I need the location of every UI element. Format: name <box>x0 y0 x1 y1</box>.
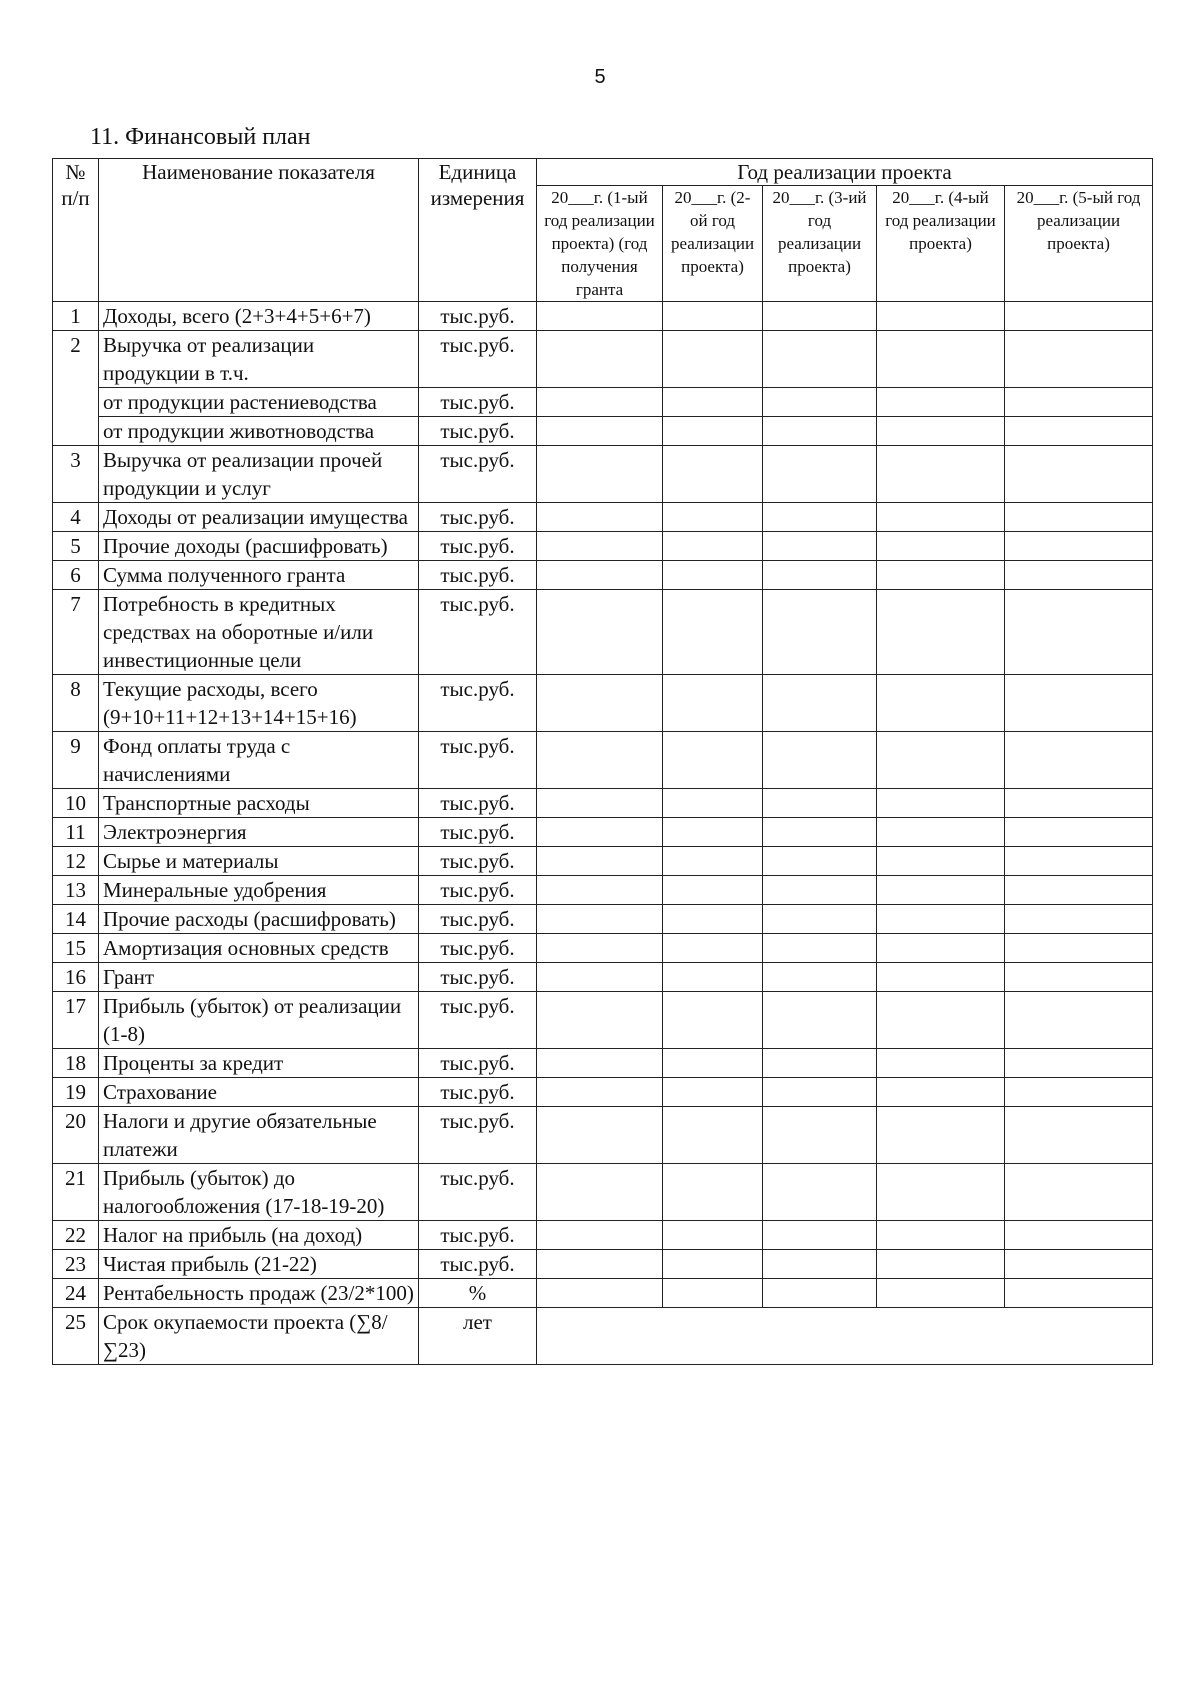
header-unit: Единица измерения <box>419 159 537 302</box>
value-cell-year-1[interactable] <box>537 561 663 590</box>
value-cell-year-5[interactable] <box>1005 446 1153 503</box>
value-cell-year-4[interactable] <box>877 876 1005 905</box>
unit-cell: тыс.руб. <box>419 532 537 561</box>
value-cell-year-1[interactable] <box>537 992 663 1049</box>
indicator-name: Электроэнергия <box>99 818 419 847</box>
table-row <box>53 1279 1153 1308</box>
row-number: 1 <box>53 302 99 331</box>
value-cell-year-4[interactable] <box>877 818 1005 847</box>
unit-cell: тыс.руб. <box>419 732 537 789</box>
value-cell-year-3[interactable] <box>763 1107 877 1164</box>
row-number: 5 <box>53 532 99 561</box>
value-cell-year-3[interactable] <box>763 992 877 1049</box>
table-row <box>53 1164 1153 1221</box>
value-cell-year-3[interactable] <box>763 503 877 532</box>
table-row <box>53 1049 1153 1078</box>
unit-cell: тыс.руб. <box>419 818 537 847</box>
value-cell-year-3[interactable] <box>763 302 877 331</box>
unit-cell: тыс.руб. <box>419 503 537 532</box>
value-cell-year-5[interactable] <box>1005 503 1153 532</box>
unit-cell: тыс.руб. <box>419 1164 537 1221</box>
header-num: № п/п <box>53 159 99 302</box>
value-cell-year-2[interactable] <box>663 1164 763 1221</box>
header-year-3: 20___г. (3-ий год реализации проекта) <box>763 186 877 302</box>
value-cell-year-2[interactable] <box>663 1078 763 1107</box>
table-row <box>53 331 1153 388</box>
indicator-name: Страхование <box>99 1078 419 1107</box>
value-cell-year-5[interactable] <box>1005 789 1153 818</box>
value-cell-year-3[interactable] <box>763 905 877 934</box>
value-cell-year-4[interactable] <box>877 446 1005 503</box>
value-cell-year-2[interactable] <box>663 590 763 675</box>
value-cell-year-5[interactable] <box>1005 590 1153 675</box>
value-cell-year-2[interactable] <box>663 561 763 590</box>
value-cell-year-3[interactable] <box>763 1221 877 1250</box>
indicator-name: Прочие расходы (расшифровать) <box>99 905 419 934</box>
unit-cell: тыс.руб. <box>419 847 537 876</box>
value-cell-year-3[interactable] <box>763 1078 877 1107</box>
unit-cell: тыс.руб. <box>419 789 537 818</box>
value-cell-year-1[interactable] <box>537 331 663 388</box>
table-row <box>53 561 1153 590</box>
indicator-name: Налоги и другие обязательные платежи <box>99 1107 419 1164</box>
value-cell-year-1[interactable] <box>537 732 663 789</box>
table-body <box>53 302 1153 1365</box>
value-cell-year-3[interactable] <box>763 446 877 503</box>
value-cell-year-4[interactable] <box>877 847 1005 876</box>
indicator-name: Выручка от реализации прочей продукции и услуг <box>99 446 419 503</box>
value-cell-year-3[interactable] <box>763 590 877 675</box>
value-cell-year-5[interactable] <box>1005 905 1153 934</box>
value-cell-year-1[interactable] <box>537 963 663 992</box>
value-cell-year-1[interactable] <box>537 417 663 446</box>
value-cell-year-4[interactable] <box>877 302 1005 331</box>
value-cell-year-2[interactable] <box>663 675 763 732</box>
unit-cell: тыс.руб. <box>419 934 537 963</box>
value-cell-year-4[interactable] <box>877 732 1005 789</box>
unit-cell: тыс.руб. <box>419 675 537 732</box>
row-number: 7 <box>53 590 99 675</box>
row-number: 11 <box>53 818 99 847</box>
value-cell-year-1[interactable] <box>537 675 663 732</box>
indicator-name: Грант <box>99 963 419 992</box>
value-cell-year-2[interactable] <box>663 732 763 789</box>
table-row <box>53 1308 1153 1365</box>
value-cell-year-2[interactable] <box>663 1250 763 1279</box>
value-cell-year-2[interactable] <box>663 532 763 561</box>
unit-cell: тыс.руб. <box>419 963 537 992</box>
value-cell-year-4[interactable] <box>877 331 1005 388</box>
value-cell-year-1[interactable] <box>537 1250 663 1279</box>
value-cell-year-2[interactable] <box>663 789 763 818</box>
value-cell-year-3[interactable] <box>763 876 877 905</box>
table-row <box>53 732 1153 789</box>
value-cell-year-1[interactable] <box>537 876 663 905</box>
value-cell-year-2[interactable] <box>663 905 763 934</box>
value-cell-year-3[interactable] <box>763 1250 877 1279</box>
value-cell-year-2[interactable] <box>663 934 763 963</box>
value-cell-year-4[interactable] <box>877 1221 1005 1250</box>
value-cell-year-4[interactable] <box>877 1279 1005 1308</box>
indicator-name: Фонд оплаты труда с начислениями <box>99 732 419 789</box>
value-cell-year-5[interactable] <box>1005 934 1153 963</box>
header-years-group: Год реализации проекта <box>537 159 1153 186</box>
unit-cell: тыс.руб. <box>419 905 537 934</box>
value-cell-year-4[interactable] <box>877 905 1005 934</box>
value-cell-year-4[interactable] <box>877 1107 1005 1164</box>
value-cell-year-5[interactable] <box>1005 532 1153 561</box>
unit-cell: % <box>419 1279 537 1308</box>
row-number: 13 <box>53 876 99 905</box>
value-cell-year-4[interactable] <box>877 992 1005 1049</box>
value-cell-year-5[interactable] <box>1005 1279 1153 1308</box>
value-cell-year-3[interactable] <box>763 818 877 847</box>
table-row <box>53 818 1153 847</box>
table-row <box>53 1221 1153 1250</box>
value-cell-year-1[interactable] <box>537 1221 663 1250</box>
unit-cell: тыс.руб. <box>419 331 537 388</box>
header-year-5: 20___г. (5-ый год реализации проекта) <box>1005 186 1153 302</box>
row-number: 8 <box>53 675 99 732</box>
indicator-name: Транспортные расходы <box>99 789 419 818</box>
row-number: 20 <box>53 1107 99 1164</box>
value-cell-year-4[interactable] <box>877 417 1005 446</box>
row-number: 14 <box>53 905 99 934</box>
value-cell-year-3[interactable] <box>763 561 877 590</box>
table-row <box>53 1250 1153 1279</box>
value-cell-year-3[interactable] <box>763 732 877 789</box>
value-cell-year-2[interactable] <box>663 1279 763 1308</box>
value-cell-year-1[interactable] <box>537 1078 663 1107</box>
row-number: 17 <box>53 992 99 1049</box>
value-cell-year-2[interactable] <box>663 963 763 992</box>
value-cell-year-5[interactable] <box>1005 1164 1153 1221</box>
table-row <box>53 992 1153 1049</box>
value-cell-year-5[interactable] <box>1005 818 1153 847</box>
value-cell-year-3[interactable] <box>763 532 877 561</box>
value-cell-year-1[interactable] <box>537 847 663 876</box>
unit-cell: тыс.руб. <box>419 561 537 590</box>
value-cell-year-4[interactable] <box>877 503 1005 532</box>
table-row <box>53 934 1153 963</box>
indicator-name: Чистая прибыль (21-22) <box>99 1250 419 1279</box>
row-number: 24 <box>53 1279 99 1308</box>
value-cell-year-5[interactable] <box>1005 1107 1153 1164</box>
value-cell-year-1[interactable] <box>537 1107 663 1164</box>
value-cell-year-1[interactable] <box>537 446 663 503</box>
value-cell-year-3[interactable] <box>763 789 877 818</box>
unit-cell: тыс.руб. <box>419 1078 537 1107</box>
table-row <box>53 417 1153 446</box>
value-cell-year-2[interactable] <box>663 417 763 446</box>
value-cell-year-2[interactable] <box>663 992 763 1049</box>
value-cell-year-2[interactable] <box>663 1049 763 1078</box>
indicator-name: Налог на прибыль (на доход) <box>99 1221 419 1250</box>
table-row <box>53 1107 1153 1164</box>
table-row <box>53 905 1153 934</box>
header-year-4: 20___г. (4-ый год реализации проекта) <box>877 186 1005 302</box>
value-cell-year-1[interactable] <box>537 1279 663 1308</box>
value-cell-year-2[interactable] <box>663 1221 763 1250</box>
unit-cell: тыс.руб. <box>419 1049 537 1078</box>
row-number: 18 <box>53 1049 99 1078</box>
value-cell-year-1[interactable] <box>537 905 663 934</box>
section-title: 11. Финансовый план <box>90 124 311 150</box>
indicator-name: Сумма полученного гранта <box>99 561 419 590</box>
table-row <box>53 503 1153 532</box>
financial-plan-table <box>52 158 1153 1365</box>
value-cell-year-1[interactable] <box>537 818 663 847</box>
value-cell-year-3[interactable] <box>763 1279 877 1308</box>
indicator-name: Минеральные удобрения <box>99 876 419 905</box>
value-cell-year-5[interactable] <box>1005 561 1153 590</box>
row-number: 19 <box>53 1078 99 1107</box>
table-row <box>53 590 1153 675</box>
unit-cell: тыс.руб. <box>419 417 537 446</box>
value-cell-year-4[interactable] <box>877 1250 1005 1279</box>
table-row <box>53 302 1153 331</box>
row-number: 10 <box>53 789 99 818</box>
value-cell-year-1[interactable] <box>537 532 663 561</box>
table-row <box>53 675 1153 732</box>
value-cell-year-1[interactable] <box>537 789 663 818</box>
row-number: 3 <box>53 446 99 503</box>
row-number: 2 <box>53 331 99 446</box>
unit-cell: тыс.руб. <box>419 992 537 1049</box>
value-cell-year-4[interactable] <box>877 934 1005 963</box>
indicator-name: от продукции животноводства <box>99 417 419 446</box>
indicator-name: Доходы от реализации имущества <box>99 503 419 532</box>
value-cell-year-4[interactable] <box>877 1164 1005 1221</box>
row-number: 21 <box>53 1164 99 1221</box>
table-row <box>53 963 1153 992</box>
table-row <box>53 532 1153 561</box>
row-number: 25 <box>53 1308 99 1365</box>
value-cell-merged[interactable] <box>537 1308 1153 1365</box>
value-cell-year-5[interactable] <box>1005 675 1153 732</box>
indicator-name: Прибыль (убыток) до налогообложения (17-18-19-20) <box>99 1164 419 1221</box>
value-cell-year-1[interactable] <box>537 934 663 963</box>
value-cell-year-3[interactable] <box>763 675 877 732</box>
row-number: 12 <box>53 847 99 876</box>
value-cell-year-5[interactable] <box>1005 1049 1153 1078</box>
value-cell-year-4[interactable] <box>877 590 1005 675</box>
value-cell-year-4[interactable] <box>877 963 1005 992</box>
value-cell-year-3[interactable] <box>763 934 877 963</box>
indicator-name: Рентабельность продаж (23/2*100) <box>99 1279 419 1308</box>
value-cell-year-5[interactable] <box>1005 963 1153 992</box>
value-cell-year-1[interactable] <box>537 503 663 532</box>
value-cell-year-5[interactable] <box>1005 417 1153 446</box>
value-cell-year-2[interactable] <box>663 503 763 532</box>
table-row <box>53 388 1153 417</box>
value-cell-year-2[interactable] <box>663 818 763 847</box>
unit-cell: тыс.руб. <box>419 876 537 905</box>
value-cell-year-1[interactable] <box>537 1164 663 1221</box>
value-cell-year-3[interactable] <box>763 1164 877 1221</box>
table-row <box>53 1078 1153 1107</box>
value-cell-year-3[interactable] <box>763 1049 877 1078</box>
indicator-name: Проценты за кредит <box>99 1049 419 1078</box>
row-number: 16 <box>53 963 99 992</box>
indicator-name: от продукции растениеводства <box>99 388 419 417</box>
row-number: 15 <box>53 934 99 963</box>
value-cell-year-2[interactable] <box>663 388 763 417</box>
value-cell-year-4[interactable] <box>877 1049 1005 1078</box>
indicator-name: Текущие расходы, всего (9+10+11+12+13+14+15+16) <box>99 675 419 732</box>
unit-cell: тыс.руб. <box>419 1221 537 1250</box>
header-year-2: 20___г. (2-ой год реализации проекта) <box>663 186 763 302</box>
value-cell-year-2[interactable] <box>663 446 763 503</box>
value-cell-year-3[interactable] <box>763 963 877 992</box>
value-cell-year-5[interactable] <box>1005 876 1153 905</box>
value-cell-year-2[interactable] <box>663 302 763 331</box>
value-cell-year-5[interactable] <box>1005 1221 1153 1250</box>
indicator-name: Прочие доходы (расшифровать) <box>99 532 419 561</box>
value-cell-year-5[interactable] <box>1005 1250 1153 1279</box>
unit-cell: тыс.руб. <box>419 388 537 417</box>
value-cell-year-1[interactable] <box>537 590 663 675</box>
header-year-1: 20___г. (1-ый год реализации проекта) (год получения гранта <box>537 186 663 302</box>
value-cell-year-4[interactable] <box>877 675 1005 732</box>
row-number: 22 <box>53 1221 99 1250</box>
value-cell-year-5[interactable] <box>1005 992 1153 1049</box>
value-cell-year-3[interactable] <box>763 417 877 446</box>
table-row <box>53 446 1153 503</box>
row-number: 6 <box>53 561 99 590</box>
page-number: 5 <box>594 66 606 88</box>
indicator-name: Прибыль (убыток) от реализации (1-8) <box>99 992 419 1049</box>
header-name: Наименование показателя <box>99 159 419 302</box>
row-number: 4 <box>53 503 99 532</box>
value-cell-year-5[interactable] <box>1005 732 1153 789</box>
table-row <box>53 876 1153 905</box>
value-cell-year-1[interactable] <box>537 388 663 417</box>
unit-cell: тыс.руб. <box>419 302 537 331</box>
indicator-name: Потребность в кредитных средствах на оборотные и/или инвестиционные цели <box>99 590 419 675</box>
value-cell-year-4[interactable] <box>877 789 1005 818</box>
value-cell-year-4[interactable] <box>877 1078 1005 1107</box>
value-cell-year-1[interactable] <box>537 1049 663 1078</box>
value-cell-year-1[interactable] <box>537 302 663 331</box>
value-cell-year-3[interactable] <box>763 388 877 417</box>
row-number: 23 <box>53 1250 99 1279</box>
value-cell-year-5[interactable] <box>1005 847 1153 876</box>
row-number: 9 <box>53 732 99 789</box>
table-row <box>53 789 1153 818</box>
unit-cell: лет <box>419 1308 537 1365</box>
unit-cell: тыс.руб. <box>419 1250 537 1279</box>
indicator-name: Выручка от реализации продукции в т.ч. <box>99 331 419 388</box>
unit-cell: тыс.руб. <box>419 446 537 503</box>
indicator-name: Амортизация основных средств <box>99 934 419 963</box>
value-cell-year-2[interactable] <box>663 876 763 905</box>
value-cell-year-5[interactable] <box>1005 1078 1153 1107</box>
value-cell-year-5[interactable] <box>1005 388 1153 417</box>
value-cell-year-2[interactable] <box>663 1107 763 1164</box>
indicator-name: Сырье и материалы <box>99 847 419 876</box>
value-cell-year-5[interactable] <box>1005 331 1153 388</box>
value-cell-year-2[interactable] <box>663 847 763 876</box>
unit-cell: тыс.руб. <box>419 590 537 675</box>
value-cell-year-3[interactable] <box>763 331 877 388</box>
indicator-name: Доходы, всего (2+3+4+5+6+7) <box>99 302 419 331</box>
unit-cell: тыс.руб. <box>419 1107 537 1164</box>
value-cell-year-4[interactable] <box>877 532 1005 561</box>
value-cell-year-2[interactable] <box>663 331 763 388</box>
value-cell-year-3[interactable] <box>763 847 877 876</box>
value-cell-year-4[interactable] <box>877 561 1005 590</box>
value-cell-year-4[interactable] <box>877 388 1005 417</box>
indicator-name: Срок окупаемости проекта (∑8/∑23) <box>99 1308 419 1365</box>
table-row <box>53 847 1153 876</box>
value-cell-year-5[interactable] <box>1005 302 1153 331</box>
